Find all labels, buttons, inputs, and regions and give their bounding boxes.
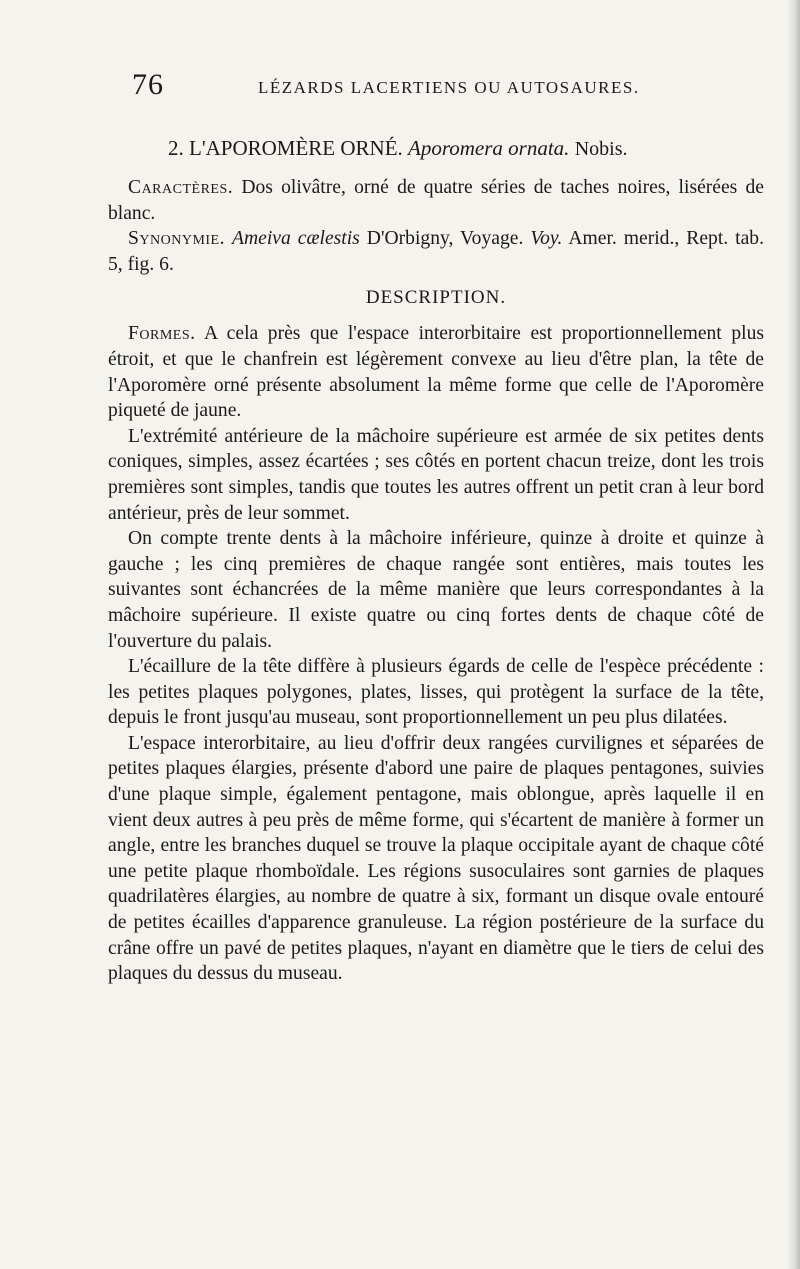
synonymie-latin: Ameiva cælestis	[232, 228, 360, 250]
species-name: L'APOROMÈRE ORNÉ.	[189, 136, 403, 160]
formes-text: A cela près que l'espace interorbitaire est proportionnellement plus étroit, et que le chanfrein est légèrement convexe au lieu d'être plan, la tête de l'Aporomère orné présente absolument la même forme que celle de l'Aporomère piqueté de jaune.	[108, 323, 764, 422]
paragraph-head-scales: L'écaillure de la tête diffère à plusieurs égards de celle de l'espèce précédente : les petites plaques polygones, plates, lisses, qui protègent la surface de la tête, depuis le front jusqu'au museau, sont proportionnellement un peu plus dilatées.	[108, 656, 764, 729]
running-head	[108, 68, 764, 106]
paragraph-mandibular-teeth: On compte trente dents à la mâchoire inférieure, quinze à droite et quinze à gauche ; les cinq premières de chaque rangée sont entières, mais toutes les suivantes sont échancrées de la même manière que leurs correspondantes à la mâchoire supérieure. Il existe quatre ou cinq fortes dents de chaque côté de l'ouverture du palais.	[108, 528, 764, 652]
formes-paragraph	[108, 321, 764, 423]
synonymie-text-b: Amer. merid., Rept. tab. 5, fig. 6.	[108, 228, 764, 275]
running-title: LÉZARDS LACERTIENS OU AUTOSAURES.	[258, 78, 640, 97]
formes-label: Formes.	[128, 323, 196, 345]
paragraph-maxillary-teeth: L'extrémité antérieure de la mâchoire supérieure est armée de six petites dents coniques, simples, assez écartées ; ses côtés en portent chacun treize, dont les trois premières sont simples, tandis que toutes les autres offrent un petit cran à leur bord antérieur, près de leur sommet.	[108, 425, 764, 524]
species-heading	[168, 136, 764, 161]
synonymie-voy: Voy.	[530, 228, 563, 250]
species-author: Nobis.	[574, 138, 628, 160]
page-number: 76	[132, 68, 164, 101]
description-heading: DESCRIPTION.	[365, 287, 507, 309]
page-edge-shadow	[786, 0, 800, 1269]
caracteres-paragraph	[108, 175, 764, 226]
species-number: 2.	[168, 136, 184, 160]
synonymie-paragraph	[108, 226, 764, 277]
book-page	[108, 68, 764, 987]
caracteres-text: Dos olivâtre, orné de quatre séries de taches noires, lisérées de blanc.	[108, 177, 764, 224]
synonymie-text-a: D'Orbigny, Voyage.	[359, 228, 531, 250]
synonymie-label: Synonymie.	[128, 228, 226, 250]
caracteres-label: Caractères.	[128, 177, 234, 198]
species-latin-name: Aporomera ornata.	[408, 136, 570, 160]
paragraph-interorbital-space: L'espace interorbitaire, au lieu d'offrir deux rangées curvilignes et séparées de petites plaques élargies, présente d'abord une paire de plaques pentagones, suivies d'une plaque simple, également pentagone, mais oblongue, après laquelle il en vient deux autres à peu près de même forme, qui s'écartent de manière à former un angle, entre les branches duquel se trouve la plaque occipitale ayant de chaque côté une petite plaque rhomboïdale. Les régions susoculaires sont garnies de plaques quadrilatères élargies, au nombre de quatre à six, formant un disque ovale entouré de petites écailles d'apparence granuleuse. La région postérieure de la surface du crâne offre un pavé de petites plaques, n'ayant en diamètre que le tiers de celui des plaques du dessus du museau.	[108, 732, 764, 985]
